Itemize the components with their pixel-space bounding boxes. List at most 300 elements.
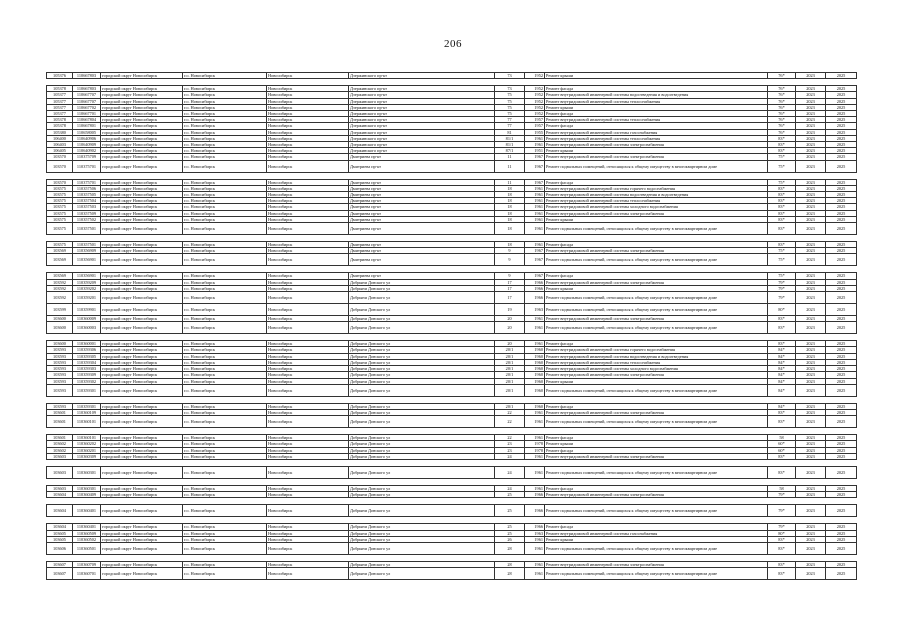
cell-wear-percent: 83* (768, 216, 796, 222)
row-spacer (47, 517, 857, 524)
cell-wear-percent: 75* (768, 248, 796, 254)
cell-street: Дзержинского пр-кт (349, 142, 495, 148)
cell-object-id: 110357501 (73, 223, 101, 235)
cell-building-number: 20/1 (495, 366, 525, 372)
cell-wear-percent: 83* (768, 135, 796, 141)
cell-plan-year-start: 2023 (796, 135, 826, 141)
cell-locality: Новосибирск (267, 123, 349, 129)
cell-street: Добрыни Донского ул (349, 441, 495, 447)
cell-wear-percent: 83* (768, 316, 796, 322)
cell-plan-year-start: 2023 (796, 322, 826, 334)
cell-construction-year: 1961 (525, 416, 545, 428)
cell-construction-year: 1961 (525, 216, 545, 222)
cell-plan-year-start: 2023 (796, 92, 826, 98)
cell-street: Дмитриева пр-кт (349, 216, 495, 222)
cell-object-id: 110360202 (73, 441, 101, 447)
cell-street: Дзержинского пр-кт (349, 92, 495, 98)
cell-district: городской округ Новосибирск (101, 341, 183, 347)
cell-district: городской округ Новосибирск (101, 568, 183, 580)
cell-municipality: г.о. Новосибирск (183, 441, 267, 447)
cell-municipality: г.о. Новосибирск (183, 341, 267, 347)
cell-plan-year-end: 2025 (826, 441, 857, 447)
cell-wear-percent: 83* (768, 242, 796, 248)
cell-work-type: Ремонт внутридомовой инженерной системы теплоснабжения (545, 135, 768, 141)
cell-work-type: Ремонт подвальных помещений, относящихся к общему имуществу в многоквартирном доме (545, 223, 768, 235)
cell-building-number: 28 (495, 561, 525, 567)
cell-locality: Новосибирск (267, 204, 349, 210)
cell-street: Добрыни Донского ул (349, 409, 495, 415)
cell-record-number: 103593 (47, 353, 73, 359)
cell-district: городской округ Новосибирск (101, 210, 183, 216)
cell-plan-year-start: 2023 (796, 466, 826, 478)
cell-plan-year-end: 2025 (826, 254, 857, 266)
cell-work-type: Ремонт внутридомовой инженерной системы теплоснабжения (545, 198, 768, 204)
cell-locality: Новосибирск (267, 73, 349, 79)
cell-plan-year-start: 2023 (796, 111, 826, 117)
cell-district: городской округ Новосибирск (101, 561, 183, 567)
table-row (47, 416, 857, 428)
cell-plan-year-end: 2025 (826, 154, 857, 160)
page-number: 206 (444, 38, 462, 50)
cell-record-number: 103601 (47, 416, 73, 428)
spacer-cell (47, 172, 857, 179)
cell-construction-year: 1978 (525, 441, 545, 447)
cell-district: городской округ Новосибирск (101, 530, 183, 536)
cell-district: городской округ Новосибирск (101, 485, 183, 491)
cell-locality: Новосибирск (267, 378, 349, 384)
cell-municipality: г.о. Новосибирск (183, 409, 267, 415)
cell-plan-year-start: 2023 (796, 279, 826, 285)
cell-plan-year-start: 2023 (796, 160, 826, 172)
cell-district: городской округ Новосибирск (101, 466, 183, 478)
cell-locality: Новосибирск (267, 568, 349, 580)
cell-work-type: Ремонт фасада (545, 86, 768, 92)
cell-locality: Новосибирск (267, 409, 349, 415)
cell-municipality: г.о. Новосибирск (183, 185, 267, 191)
cell-construction-year: 1961 (525, 341, 545, 347)
cell-municipality: г.о. Новосибирск (183, 542, 267, 554)
cell-plan-year-end: 2025 (826, 160, 857, 172)
cell-building-number: 20 (495, 341, 525, 347)
cell-plan-year-start: 2023 (796, 198, 826, 204)
cell-construction-year: 1966 (525, 285, 545, 291)
cell-construction-year: 1960 (525, 353, 545, 359)
cell-district: городской округ Новосибирск (101, 366, 183, 372)
cell-locality: Новосибирск (267, 111, 349, 117)
cell-plan-year-end: 2025 (826, 366, 857, 372)
cell-work-type: Ремонт внутридомовой инженерной системы водоотведения и водоотведения (545, 192, 768, 198)
cell-construction-year: 1952 (525, 86, 545, 92)
cell-street: Дмитриева пр-кт (349, 185, 495, 191)
cell-wear-percent: 76* (768, 104, 796, 110)
cell-plan-year-start: 2023 (796, 530, 826, 536)
cell-wear-percent: 83* (768, 341, 796, 347)
cell-locality: Новосибирск (267, 160, 349, 172)
cell-record-number: 103606 (47, 542, 73, 554)
cell-work-type: Ремонт подвальных помещений, относящихся к общему имуществу в многоквартирном доме (545, 505, 768, 517)
cell-locality: Новосибирск (267, 359, 349, 365)
cell-municipality: г.о. Новосибирск (183, 447, 267, 453)
cell-object-id: 110359305 (73, 353, 101, 359)
cell-municipality: г.о. Новосибирск (183, 86, 267, 92)
cell-work-type: Ремонт фасада (545, 123, 768, 129)
cell-object-id: 110667804 (73, 117, 101, 123)
cell-district: городской округ Новосибирск (101, 353, 183, 359)
cell-plan-year-start: 2023 (796, 292, 826, 304)
cell-street: Добрыни Донского ул (349, 304, 495, 316)
cell-municipality: г.о. Новосибирск (183, 322, 267, 334)
cell-plan-year-start: 2023 (796, 248, 826, 254)
cell-plan-year-start: 2023 (796, 117, 826, 123)
cell-street: Дмитриева пр-кт (349, 273, 495, 279)
cell-wear-percent: 84* (768, 353, 796, 359)
cell-municipality: г.о. Новосибирск (183, 248, 267, 254)
cell-wear-percent: 83* (768, 142, 796, 148)
cell-record-number: 103575 (47, 192, 73, 198)
cell-plan-year-start: 2023 (796, 416, 826, 428)
cell-plan-year-end: 2025 (826, 98, 857, 104)
cell-building-number: 18 (495, 185, 525, 191)
cell-work-type: Ремонт подвальных помещений, относящихся к общему имуществу в многоквартирном доме (545, 466, 768, 478)
cell-locality: Новосибирск (267, 192, 349, 198)
cell-building-number: 77 (495, 123, 525, 129)
cell-building-number: 9 (495, 273, 525, 279)
cell-locality: Новосибирск (267, 285, 349, 291)
cell-plan-year-start: 2023 (796, 536, 826, 542)
cell-record-number: 106403 (47, 142, 73, 148)
cell-work-type: Ремонт фасада (545, 403, 768, 409)
cell-work-type: Ремонт подвальных помещений, относящихся к общему имуществу в многоквартирном доме (545, 292, 768, 304)
cell-municipality: г.о. Новосибирск (183, 285, 267, 291)
cell-locality: Новосибирск (267, 129, 349, 135)
cell-record-number: 103570 (47, 160, 73, 172)
cell-district: городской округ Новосибирск (101, 279, 183, 285)
cell-municipality: г.о. Новосибирск (183, 204, 267, 210)
cell-street: Добрыни Донского ул (349, 322, 495, 334)
cell-district: городской округ Новосибирск (101, 441, 183, 447)
cell-construction-year: 1961 (525, 453, 545, 459)
cell-wear-percent: 75* (768, 160, 796, 172)
cell-wear-percent: 83* (768, 466, 796, 478)
cell-record-number: 105376 (47, 73, 73, 79)
cell-wear-percent: 76* (768, 117, 796, 123)
cell-plan-year-end: 2025 (826, 485, 857, 491)
cell-wear-percent: 83* (768, 453, 796, 459)
cell-locality: Новосибирск (267, 185, 349, 191)
cell-building-number: 25 (495, 505, 525, 517)
cell-plan-year-end: 2025 (826, 492, 857, 498)
cell-object-id: 110360101 (73, 435, 101, 441)
cell-district: городской округ Новосибирск (101, 322, 183, 334)
cell-building-number: 22 (495, 416, 525, 428)
cell-object-id: 110667801 (73, 123, 101, 129)
cell-district: городской округ Новосибирск (101, 409, 183, 415)
cell-street: Добрыни Донского ул (349, 347, 495, 353)
cell-wear-percent: 84* (768, 384, 796, 396)
cell-district: городской округ Новосибирск (101, 304, 183, 316)
cell-record-number: 103575 (47, 223, 73, 235)
cell-construction-year: 1952 (525, 98, 545, 104)
cell-wear-percent: 83* (768, 148, 796, 154)
cell-object-id: 110667803 (73, 86, 101, 92)
cell-object-id: 110360001 (73, 341, 101, 347)
cell-object-id: 110360401 (73, 524, 101, 530)
cell-building-number: 20/1 (495, 353, 525, 359)
cell-wear-percent: 84* (768, 359, 796, 365)
cell-municipality: г.о. Новосибирск (183, 353, 267, 359)
cell-plan-year-start: 2023 (796, 378, 826, 384)
cell-building-number: 77 (495, 117, 525, 123)
cell-building-number: 22 (495, 409, 525, 415)
cell-building-number: 18 (495, 223, 525, 235)
cell-district: городской округ Новосибирск (101, 453, 183, 459)
cell-street: Дмитриева пр-кт (349, 242, 495, 248)
cell-work-type: Ремонт внутридомовой инженерной системы горячего водоснабжения (545, 347, 768, 353)
cell-building-number: 9 (495, 248, 525, 254)
cell-locality: Новосибирск (267, 248, 349, 254)
cell-construction-year: 1957 (525, 123, 545, 129)
cell-record-number: 103593 (47, 347, 73, 353)
cell-building-number: 20 (495, 322, 525, 334)
cell-locality: Новосибирск (267, 453, 349, 459)
cell-municipality: г.о. Новосибирск (183, 117, 267, 123)
cell-record-number: 103575 (47, 185, 73, 191)
cell-district: городской округ Новосибирск (101, 204, 183, 210)
cell-work-type: Ремонт фасада (545, 485, 768, 491)
cell-street: Дзержинского пр-кт (349, 86, 495, 92)
cell-building-number: 81 (495, 129, 525, 135)
cell-object-id: 110667707 (73, 98, 101, 104)
cell-plan-year-end: 2025 (826, 568, 857, 580)
cell-municipality: г.о. Новосибирск (183, 223, 267, 235)
row-spacer (47, 79, 857, 86)
cell-district: городской округ Новосибирск (101, 135, 183, 141)
cell-street: Добрыни Донского ул (349, 492, 495, 498)
spacer-cell (47, 428, 857, 435)
cell-construction-year: 1961 (525, 198, 545, 204)
cell-wear-percent: 83* (768, 192, 796, 198)
cell-wear-percent: 83* (768, 322, 796, 334)
cell-district: городской округ Новосибирск (101, 435, 183, 441)
cell-district: городской округ Новосибирск (101, 192, 183, 198)
cell-municipality: г.о. Новосибирск (183, 372, 267, 378)
cell-locality: Новосибирск (267, 441, 349, 447)
cell-record-number: 103601 (47, 435, 73, 441)
cell-municipality: г.о. Новосибирск (183, 129, 267, 135)
cell-street: Добрыни Донского ул (349, 378, 495, 384)
cell-construction-year: 1966 (525, 524, 545, 530)
cell-building-number: 22 (495, 435, 525, 441)
cell-district: городской округ Новосибирск (101, 216, 183, 222)
cell-record-number: 103600 (47, 341, 73, 347)
cell-construction-year: 1957 (525, 117, 545, 123)
cell-plan-year-end: 2025 (826, 92, 857, 98)
cell-street: Добрыни Донского ул (349, 403, 495, 409)
cell-object-id: 110357505 (73, 192, 101, 198)
cell-work-type: Ремонт внутридомовой инженерной системы электроснабжения (545, 409, 768, 415)
cell-building-number: 18 (495, 192, 525, 198)
cell-object-id: 110360409 (73, 492, 101, 498)
cell-wear-percent: 84* (768, 366, 796, 372)
cell-wear-percent: 83* (768, 223, 796, 235)
cell-locality: Новосибирск (267, 447, 349, 453)
cell-municipality: г.о. Новосибирск (183, 466, 267, 478)
cell-district: городской округ Новосибирск (101, 254, 183, 266)
cell-work-type: Ремонт внутридомовой инженерной системы холодного водоснабжения (545, 204, 768, 210)
cell-municipality: г.о. Новосибирск (183, 505, 267, 517)
cell-record-number: 105378 (47, 86, 73, 92)
cell-municipality: г.о. Новосибирск (183, 216, 267, 222)
cell-locality: Новосибирск (267, 347, 349, 353)
cell-municipality: г.о. Новосибирск (183, 435, 267, 441)
cell-construction-year: 1961 (525, 435, 545, 441)
cell-municipality: г.о. Новосибирск (183, 492, 267, 498)
cell-plan-year-end: 2025 (826, 536, 857, 542)
cell-wear-percent: 76* (768, 73, 796, 79)
cell-plan-year-end: 2025 (826, 435, 857, 441)
cell-plan-year-start: 2023 (796, 485, 826, 491)
cell-building-number: 11 (495, 179, 525, 185)
cell-construction-year: 1966 (525, 279, 545, 285)
cell-municipality: г.о. Новосибирск (183, 273, 267, 279)
cell-plan-year-end: 2025 (826, 359, 857, 365)
cell-plan-year-end: 2025 (826, 123, 857, 129)
cell-wear-percent: 84* (768, 403, 796, 409)
cell-municipality: г.о. Новосибирск (183, 104, 267, 110)
cell-district: городской округ Новосибирск (101, 378, 183, 384)
cell-object-id: 110658005 (73, 129, 101, 135)
cell-locality: Новосибирск (267, 242, 349, 248)
cell-plan-year-start: 2023 (796, 316, 826, 322)
cell-work-type: Ремонт внутридомовой инженерной системы электроснабжения (545, 492, 768, 498)
cell-municipality: г.о. Новосибирск (183, 378, 267, 384)
cell-object-id: 110359303 (73, 366, 101, 372)
cell-street: Добрыни Донского ул (349, 536, 495, 542)
cell-wear-percent: 79* (768, 492, 796, 498)
cell-construction-year: 1952 (525, 111, 545, 117)
cell-object-id: 110359202 (73, 285, 101, 291)
cell-plan-year-start: 2023 (796, 216, 826, 222)
spacer-cell (47, 266, 857, 273)
cell-object-id: 110360502 (73, 536, 101, 542)
cell-construction-year: 1961 (525, 536, 545, 542)
cell-plan-year-end: 2025 (826, 86, 857, 92)
cell-district: городской округ Новосибирск (101, 447, 183, 453)
cell-locality: Новосибирск (267, 435, 349, 441)
row-spacer (47, 554, 857, 561)
cell-construction-year: 1952 (525, 92, 545, 98)
cell-locality: Новосибирск (267, 524, 349, 530)
cell-district: городской округ Новосибирск (101, 372, 183, 378)
cell-street: Дмитриева пр-кт (349, 160, 495, 172)
cell-wear-percent: 83* (768, 185, 796, 191)
cell-locality: Новосибирск (267, 104, 349, 110)
cell-construction-year: 1961 (525, 568, 545, 580)
cell-work-type: Ремонт внутридомовой инженерной системы электроснабжения (545, 453, 768, 459)
cell-building-number: 73 (495, 73, 525, 79)
cell-street: Дмитриева пр-кт (349, 223, 495, 235)
cell-object-id: 110360109 (73, 409, 101, 415)
cell-municipality: г.о. Новосибирск (183, 148, 267, 154)
cell-plan-year-start: 2023 (796, 359, 826, 365)
cell-record-number: 105378 (47, 117, 73, 123)
cell-municipality: г.о. Новосибирск (183, 123, 267, 129)
cell-plan-year-start: 2023 (796, 185, 826, 191)
cell-district: городской округ Новосибирск (101, 148, 183, 154)
row-spacer (47, 478, 857, 485)
table-row (47, 223, 857, 235)
cell-plan-year-end: 2025 (826, 73, 857, 79)
cell-locality: Новосибирск (267, 254, 349, 266)
cell-wear-percent: 76* (768, 86, 796, 92)
cell-record-number: 103569 (47, 254, 73, 266)
cell-building-number: 18 (495, 242, 525, 248)
cell-plan-year-start: 2023 (796, 347, 826, 353)
cell-building-number: 19 (495, 304, 525, 316)
cell-municipality: г.о. Новосибирск (183, 485, 267, 491)
cell-object-id: 110375701 (73, 160, 101, 172)
cell-construction-year: 1952 (525, 73, 545, 79)
cell-locality: Новосибирск (267, 466, 349, 478)
cell-locality: Новосибирск (267, 216, 349, 222)
cell-construction-year: 1961 (525, 466, 545, 478)
cell-work-type: Ремонт подвальных помещений, относящихся к общему имуществу в многоквартирном доме (545, 304, 768, 316)
cell-record-number: 103607 (47, 568, 73, 580)
cell-municipality: г.о. Новосибирск (183, 279, 267, 285)
cell-municipality: г.о. Новосибирск (183, 524, 267, 530)
cell-object-id: 110359309 (73, 372, 101, 378)
cell-object-id: 110357501 (73, 242, 101, 248)
cell-object-id: 110359901 (73, 304, 101, 316)
cell-locality: Новосибирск (267, 492, 349, 498)
cell-record-number: 103575 (47, 204, 73, 210)
spacer-cell (47, 478, 857, 485)
cell-street: Дзержинского пр-кт (349, 104, 495, 110)
cell-street: Дмитриева пр-кт (349, 179, 495, 185)
cell-locality: Новосибирск (267, 210, 349, 216)
cell-locality: Новосибирск (267, 279, 349, 285)
cell-district: городской округ Новосибирск (101, 154, 183, 160)
cell-object-id: 110360309 (73, 453, 101, 459)
cell-record-number: 103599 (47, 304, 73, 316)
cell-construction-year: 1961 (525, 316, 545, 322)
cell-record-number: 103593 (47, 359, 73, 365)
cell-building-number: 20/1 (495, 359, 525, 365)
cell-construction-year: 1960 (525, 372, 545, 378)
cell-building-number: 20 (495, 316, 525, 322)
cell-wear-percent: 60* (768, 447, 796, 453)
cell-district: городской округ Новосибирск (101, 384, 183, 396)
cell-municipality: г.о. Новосибирск (183, 453, 267, 459)
cell-locality: Новосибирск (267, 86, 349, 92)
cell-district: городской округ Новосибирск (101, 347, 183, 353)
cell-plan-year-end: 2025 (826, 341, 857, 347)
cell-work-type: Ремонт фасада (545, 341, 768, 347)
cell-record-number: 103592 (47, 285, 73, 291)
cell-plan-year-end: 2025 (826, 505, 857, 517)
cell-plan-year-start: 2023 (796, 409, 826, 415)
row-spacer (47, 172, 857, 179)
cell-work-type: Ремонт внутридомовой инженерной системы газоснабжения (545, 530, 768, 536)
cell-street: Добрыни Донского ул (349, 453, 495, 459)
cell-locality: Новосибирск (267, 117, 349, 123)
cell-wear-percent: 75* (768, 254, 796, 266)
cell-object-id: 110357502 (73, 216, 101, 222)
cell-plan-year-end: 2025 (826, 285, 857, 291)
cell-street: Дмитриева пр-кт (349, 254, 495, 266)
cell-district: городской округ Новосибирск (101, 416, 183, 428)
cell-plan-year-start: 2023 (796, 372, 826, 378)
